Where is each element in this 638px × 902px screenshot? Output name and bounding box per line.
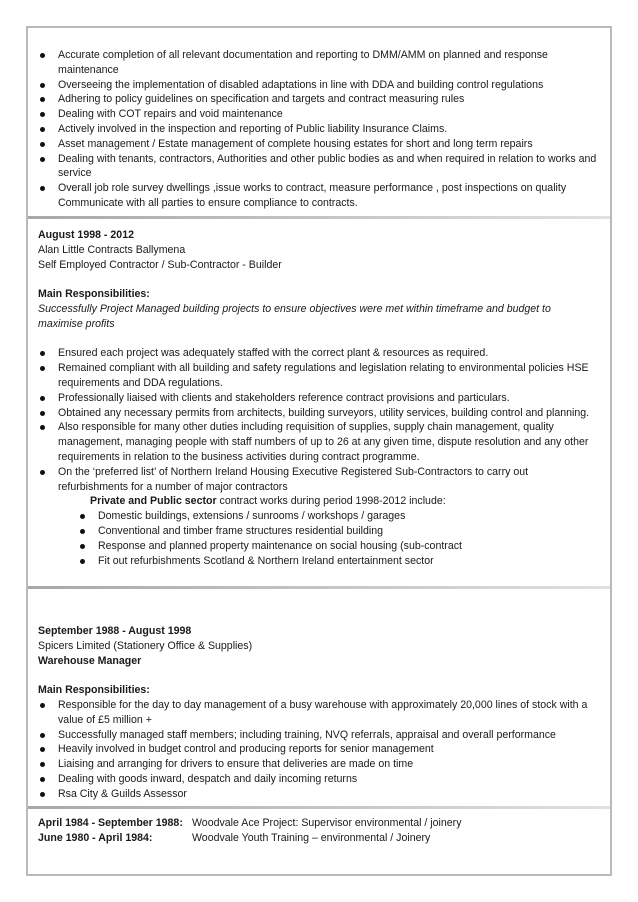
list-item: On the ‘preferred list’ of Northern Ireland Housing Executive Registered Sub-Contractors to carry out refurbishments for a number of major contractors [38,465,598,495]
employment-row [38,831,598,846]
list-item: Adhering to policy guidelines on specification and targets and contract measuring rules [38,92,598,107]
list-item: Professionally liaised with clients and stakeholders reference contract provisions and particulars. [38,391,598,406]
responsibilities-heading: Main Responsibilities: [38,288,150,301]
bullet-icon [40,351,45,356]
bullet-icon [40,142,45,147]
job-role: Warehouse Manager [38,654,142,667]
bullet-icon [40,792,45,797]
bullet-icon [40,733,45,738]
bullet-icon [40,53,45,58]
list-item: Dealing with goods inward, despatch and daily incoming returns [38,772,598,787]
job-dates: August 1998 - 2012 [38,229,134,241]
list-item: Accurate completion of all relevant documentation and reporting to DMM/AMM on planned and response maintenance [38,48,598,78]
list-item: Remained compliant with all building and safety regulations and legislation relating to environmental policies HSE requirements and DDA regulations. [38,361,598,391]
bullet-icon [80,529,85,534]
bullet-icon [40,411,45,416]
bullet-list [38,346,598,494]
list-item: Actively involved in the inspection and reporting of Public liability Insurance Claims. [38,122,598,137]
list-item: Dealing with COT repairs and void maintenance [38,107,598,122]
company-name: Spicers Limited (Stationery Office & Supplies) [38,639,253,652]
bullet-list [38,698,598,802]
bullet-icon [40,157,45,162]
list-item: Obtained any necessary permits from architects, building surveyors, utility services, building control and planning. [38,406,598,421]
job-role: Self Employed Contractor / Sub-Contractor - Builder [38,258,282,271]
list-item: Conventional and timber frame structures residential building [78,524,598,539]
list-item: Heavily involved in budget control and producing reports for senior management [38,742,598,757]
bullet-icon [40,112,45,117]
job-section-spicers [38,624,598,802]
bullet-icon [40,425,45,430]
bullet-list [38,48,598,211]
job-section-alan-little [38,228,598,568]
list-item: Response and planned property maintenance on social housing (sub-contract [78,539,598,554]
resume-page [26,26,612,876]
bullet-icon [40,186,45,191]
section-divider [28,806,610,809]
bullet-icon [40,703,45,708]
section-divider [28,216,610,219]
list-item: Asset management / Estate management of complete housing estates for short and long term repairs [38,137,598,152]
bullet-icon [40,470,45,475]
list-item: Fit out refurbishments Scotland & Northern Ireland entertainment sector [78,554,598,569]
bullet-icon [40,762,45,767]
row-dates: June 1980 - April 1984: [38,831,153,844]
list-item: Responsible for the day to day management of a busy warehouse with approximately 20,000 lines of stock with a value of £5 million + [38,698,598,728]
sector-intro: Private and Public sector contract works during period 1998-2012 include: [90,495,446,508]
bullet-icon [40,777,45,782]
bullet-icon [40,396,45,401]
list-item: Overseeing the implementation of disabled adaptations in line with DDA and building control regulations [38,78,598,93]
bullet-icon [40,366,45,371]
list-item: Overall job role survey dwellings ,issue works to contract, measure performance , post inspections on quality Communicate with all parties to ensure compliance to contracts. [38,181,598,211]
list-item: Successfully managed staff members; including training, NVQ referrals, appraisal and overall performance [38,728,598,743]
job-dates: September 1988 - August 1998 [38,625,192,637]
bullet-icon [80,559,85,564]
list-item: Domestic buildings, extensions / sunrooms / workshops / garages [78,509,598,524]
list-item: Liaising and arranging for drivers to ensure that deliveries are made on time [38,757,598,772]
employment-row [38,816,598,831]
job-summary: Successfully Project Managed building projects to ensure objectives were met within timeframe and budget to maximise profits [38,302,551,330]
bullet-icon [80,544,85,549]
row-description: Woodvale Ace Project: Supervisor environmental / joinery [192,817,462,829]
sub-bullet-list [78,509,598,568]
list-item: Rsa City & Guilds Assessor [38,787,598,802]
bullet-icon [40,127,45,132]
bullet-icon [40,83,45,88]
responsibilities-heading: Main Responsibilities: [38,684,150,697]
bullet-icon [80,514,85,519]
section-divider [28,586,610,589]
bullet-icon [40,747,45,752]
company-name: Alan Little Contracts Ballymena [38,243,186,256]
bullet-icon [40,97,45,102]
row-description: Woodvale Youth Training – environmental / Joinery [192,831,431,844]
list-item: Dealing with tenants, contractors, Authorities and other public bodies as and when required in relation to works and service [38,152,598,182]
responsibilities-continued [38,48,598,211]
list-item: Also responsible for many other duties including requisition of supplies, supply chain management, quality management, managing people with staff numbers of up to 26 at any given time, dispute resolution and any other requirements in relation to the business activities during contract programme. [38,420,598,464]
row-dates: April 1984 - September 1988: [38,817,183,829]
list-item: Ensured each project was adequately staffed with the correct plant & resources as required. [38,346,598,361]
early-employment [38,816,598,846]
